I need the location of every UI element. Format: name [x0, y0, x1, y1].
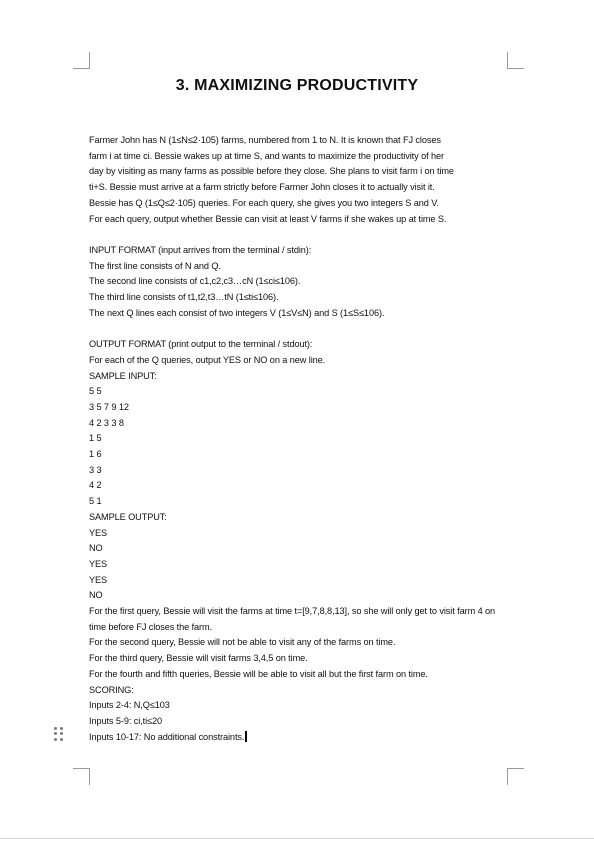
sample-input-line: 3 5 7 9 12 [89, 401, 129, 412]
explanation-line: For the third query, Bessie will visit farms 3,4,5 on time. [89, 653, 308, 664]
input-format-heading: INPUT FORMAT (input arrives from the terminal / stdin): [89, 244, 312, 255]
blank-line [89, 321, 511, 337]
sample-input-line: 1 6 [89, 449, 102, 460]
drag-dot [54, 738, 57, 741]
output-format-line: For each of the Q queries, output YES or NO on a new line. [89, 354, 326, 365]
sample-output-line: NO [89, 543, 103, 554]
margin-corner-bottom-right [507, 768, 524, 785]
input-format-line: The next Q lines each consist of two integers V (1≤V≤N) and S (1≤S≤106). [89, 307, 385, 318]
page-title: 3. MAXIMIZING PRODUCTIVITY [175, 77, 419, 94]
input-format-line: The second line consists of c1,c2,c3…cN (1≤ci≤106). [89, 276, 301, 287]
margin-corner-top-left [73, 52, 90, 69]
input-format-line: The first line consists of N and Q. [89, 260, 221, 271]
sample-input-line: 3 3 [89, 464, 102, 475]
intro-line: Farmer John has N (1≤N≤2·105) farms, numbered from 1 to N. It is known that FJ closes [89, 135, 441, 145]
sample-output-label: SAMPLE OUTPUT: [89, 511, 167, 522]
blank-line [89, 227, 511, 243]
scoring-line: Inputs 5-9: ci,ti≤20 [89, 715, 163, 726]
sample-output-line: YES [89, 527, 108, 538]
intro-line: Bessie has Q (1≤Q≤2·105) queries. For each query, she gives you two integers S and V. [89, 197, 439, 208]
scoring-line [89, 730, 511, 746]
page-bottom-edge [0, 838, 594, 839]
intro-line: farm i at time ci. Bessie wakes up at time S, and wants to maximize the productivity of her [89, 150, 444, 161]
drag-handle-icon[interactable] [54, 727, 64, 741]
input-format-line: The third line consists of t1,t2,t3…tN (1≤ti≤106). [89, 292, 279, 303]
text-cursor [245, 731, 247, 742]
drag-dot [60, 727, 63, 730]
sample-output-line: YES [89, 558, 108, 569]
explanation-line: For the second query, Bessie will not be able to visit any of the farms on time. [89, 637, 396, 648]
scoring-label: SCORING: [89, 684, 134, 695]
intro-line: day by visiting as many farms as possible before they close. She plans to visit farm i on time [89, 166, 454, 177]
explanation-line: For the fourth and fifth queries, Bessie will be able to visit all but the first farm on time. [89, 668, 428, 679]
drag-dot [60, 732, 63, 735]
drag-dot [54, 732, 57, 735]
sample-output-line: YES [89, 574, 108, 585]
drag-dot [60, 738, 63, 741]
margin-corner-top-right [507, 52, 524, 69]
sample-input-line: 5 5 [89, 386, 102, 397]
scoring-line-text: Inputs 10-17: No additional constraints. [89, 731, 245, 742]
sample-input-line: 1 5 [89, 433, 102, 444]
margin-corner-bottom-left [73, 768, 90, 785]
sample-input-line: 5 1 [89, 496, 102, 507]
drag-dot [54, 727, 57, 730]
sample-output-line: NO [89, 590, 103, 601]
sample-input-line: 4 2 3 3 8 [89, 417, 124, 428]
sample-input-label: SAMPLE INPUT: [89, 370, 157, 381]
document-body[interactable] [89, 133, 511, 745]
scoring-line: Inputs 2-4: N,Q≤103 [89, 700, 170, 711]
intro-line: For each query, output whether Bessie can visit at least V farms if she wakes up at time S. [89, 213, 447, 224]
intro-line: ti+S. Bessie must arrive at a farm strictly before Farmer John closes it to actually visit it. [89, 182, 435, 193]
explanation-line: For the first query, Bessie will visit the farms at time t=[9,7,8,8,13], so she will only get to visit farm 4 on time before FJ closes the farm. [89, 606, 496, 632]
output-format-heading: OUTPUT FORMAT (print output to the terminal / stdout): [89, 339, 313, 350]
sample-input-line: 4 2 [89, 480, 102, 491]
